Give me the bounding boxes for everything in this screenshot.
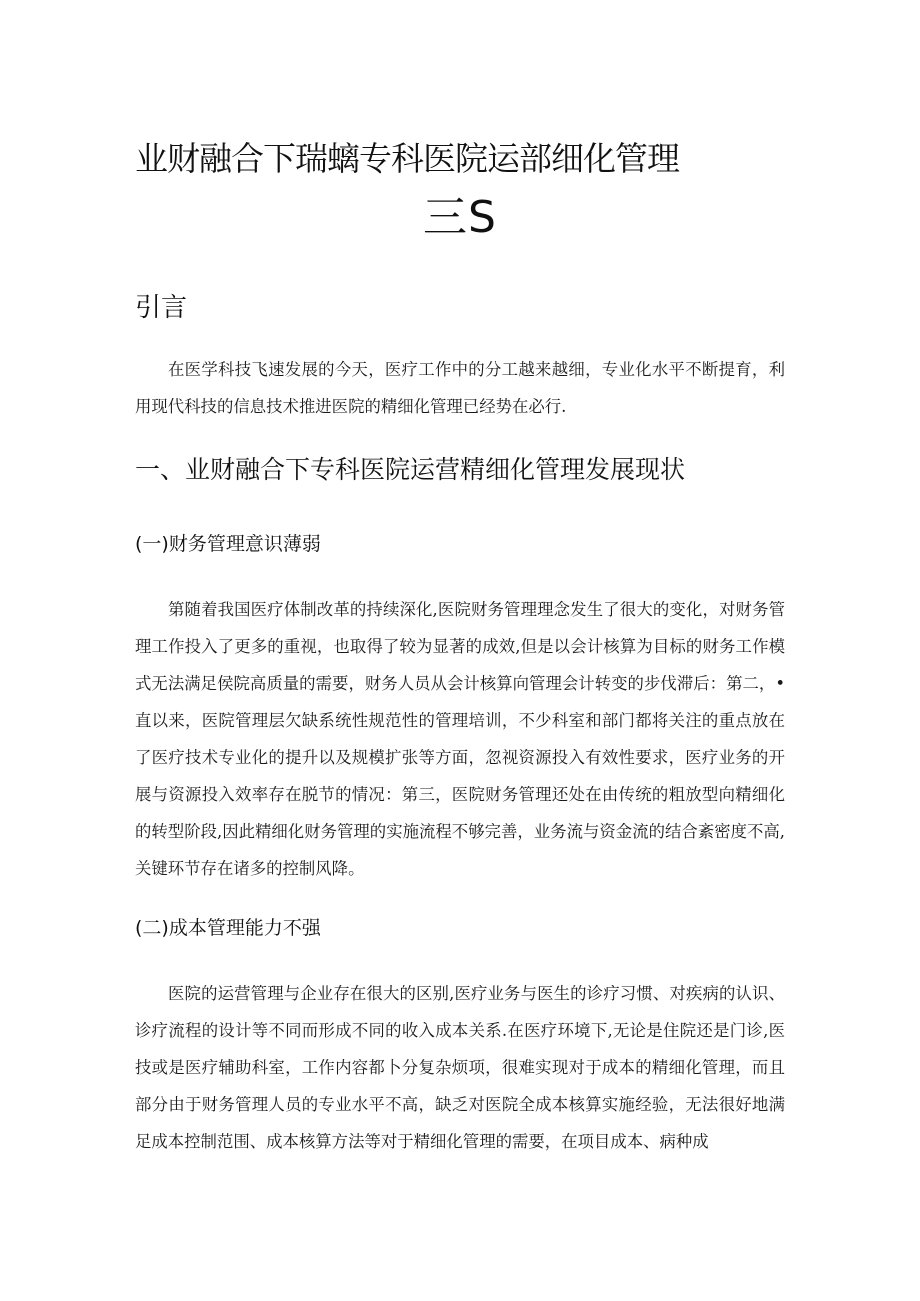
subsection1-heading: (一)财务管理意识薄弱 bbox=[135, 533, 321, 555]
subsection2-heading: (二)成本管理能力不强 bbox=[135, 917, 321, 939]
intro-paragraph: 在医学科技飞速发展的今天，医疗工作中的分工越来越细，专业化水平不断提育，利用现代科技的信息技术推进医院的精细化管理已经势在必行. bbox=[135, 360, 785, 416]
document-title: 业财融合下瑞螭专科医院运部细化管理 bbox=[135, 139, 679, 178]
section1-heading: 一、业财融合下专科医院运营精细化管理发展现状 bbox=[135, 455, 686, 484]
subsection2-paragraph: 医院的运营管理与企业存在很大的区别,医疗业务与医生的诊疗习惯、对疾病的认识、诊疗流程的设计等不同而形成不同的收入成本关系.在医疗环境下,无论是住院还是门诊,医技或是医疗辅助科室，工作内容都卜分复杂烦项，很难实现对于成本的精细化管理，而且部分由于财务管理人员的专业水平不高，缺乏对医院全成本核算实施经验，无法很好地满足成本控制范围、成本核算方法等对于精细化管理的需要，在项目成本、病种成 bbox=[135, 984, 785, 1151]
subsection1-paragraph: 第随着我国医疗体制改革的持续深化,医院财务管理理念发生了很大的变化，对财务管理工作投入了更多的重视，也取得了较为显著的成效,但是以会计核算为目标的财务工作模式无法满足侯院高质量的需要，财务人员从会计核算向管理会计转变的步伐滞后：第二，•直以来，医院管理层欠缺系统性规范性的管理培训，不少科室和部门都将关注的重点放在了医疗技术专业化的提升以及规模扩张等方面，忽视资源投入有效性要求，医疗业务的开展与资源投入效率存在脱节的情况：第三，医院财务管理还处在由传统的粗放型向精细化的转型阶段,因此精细化财务管理的实施流程不够完善，业务流与资金流的结合紊密度不高,关键环节存在诸多的控制风降。 bbox=[135, 600, 785, 878]
document-subtitle: 三S bbox=[423, 192, 497, 243]
intro-heading: 引言 bbox=[135, 293, 188, 323]
